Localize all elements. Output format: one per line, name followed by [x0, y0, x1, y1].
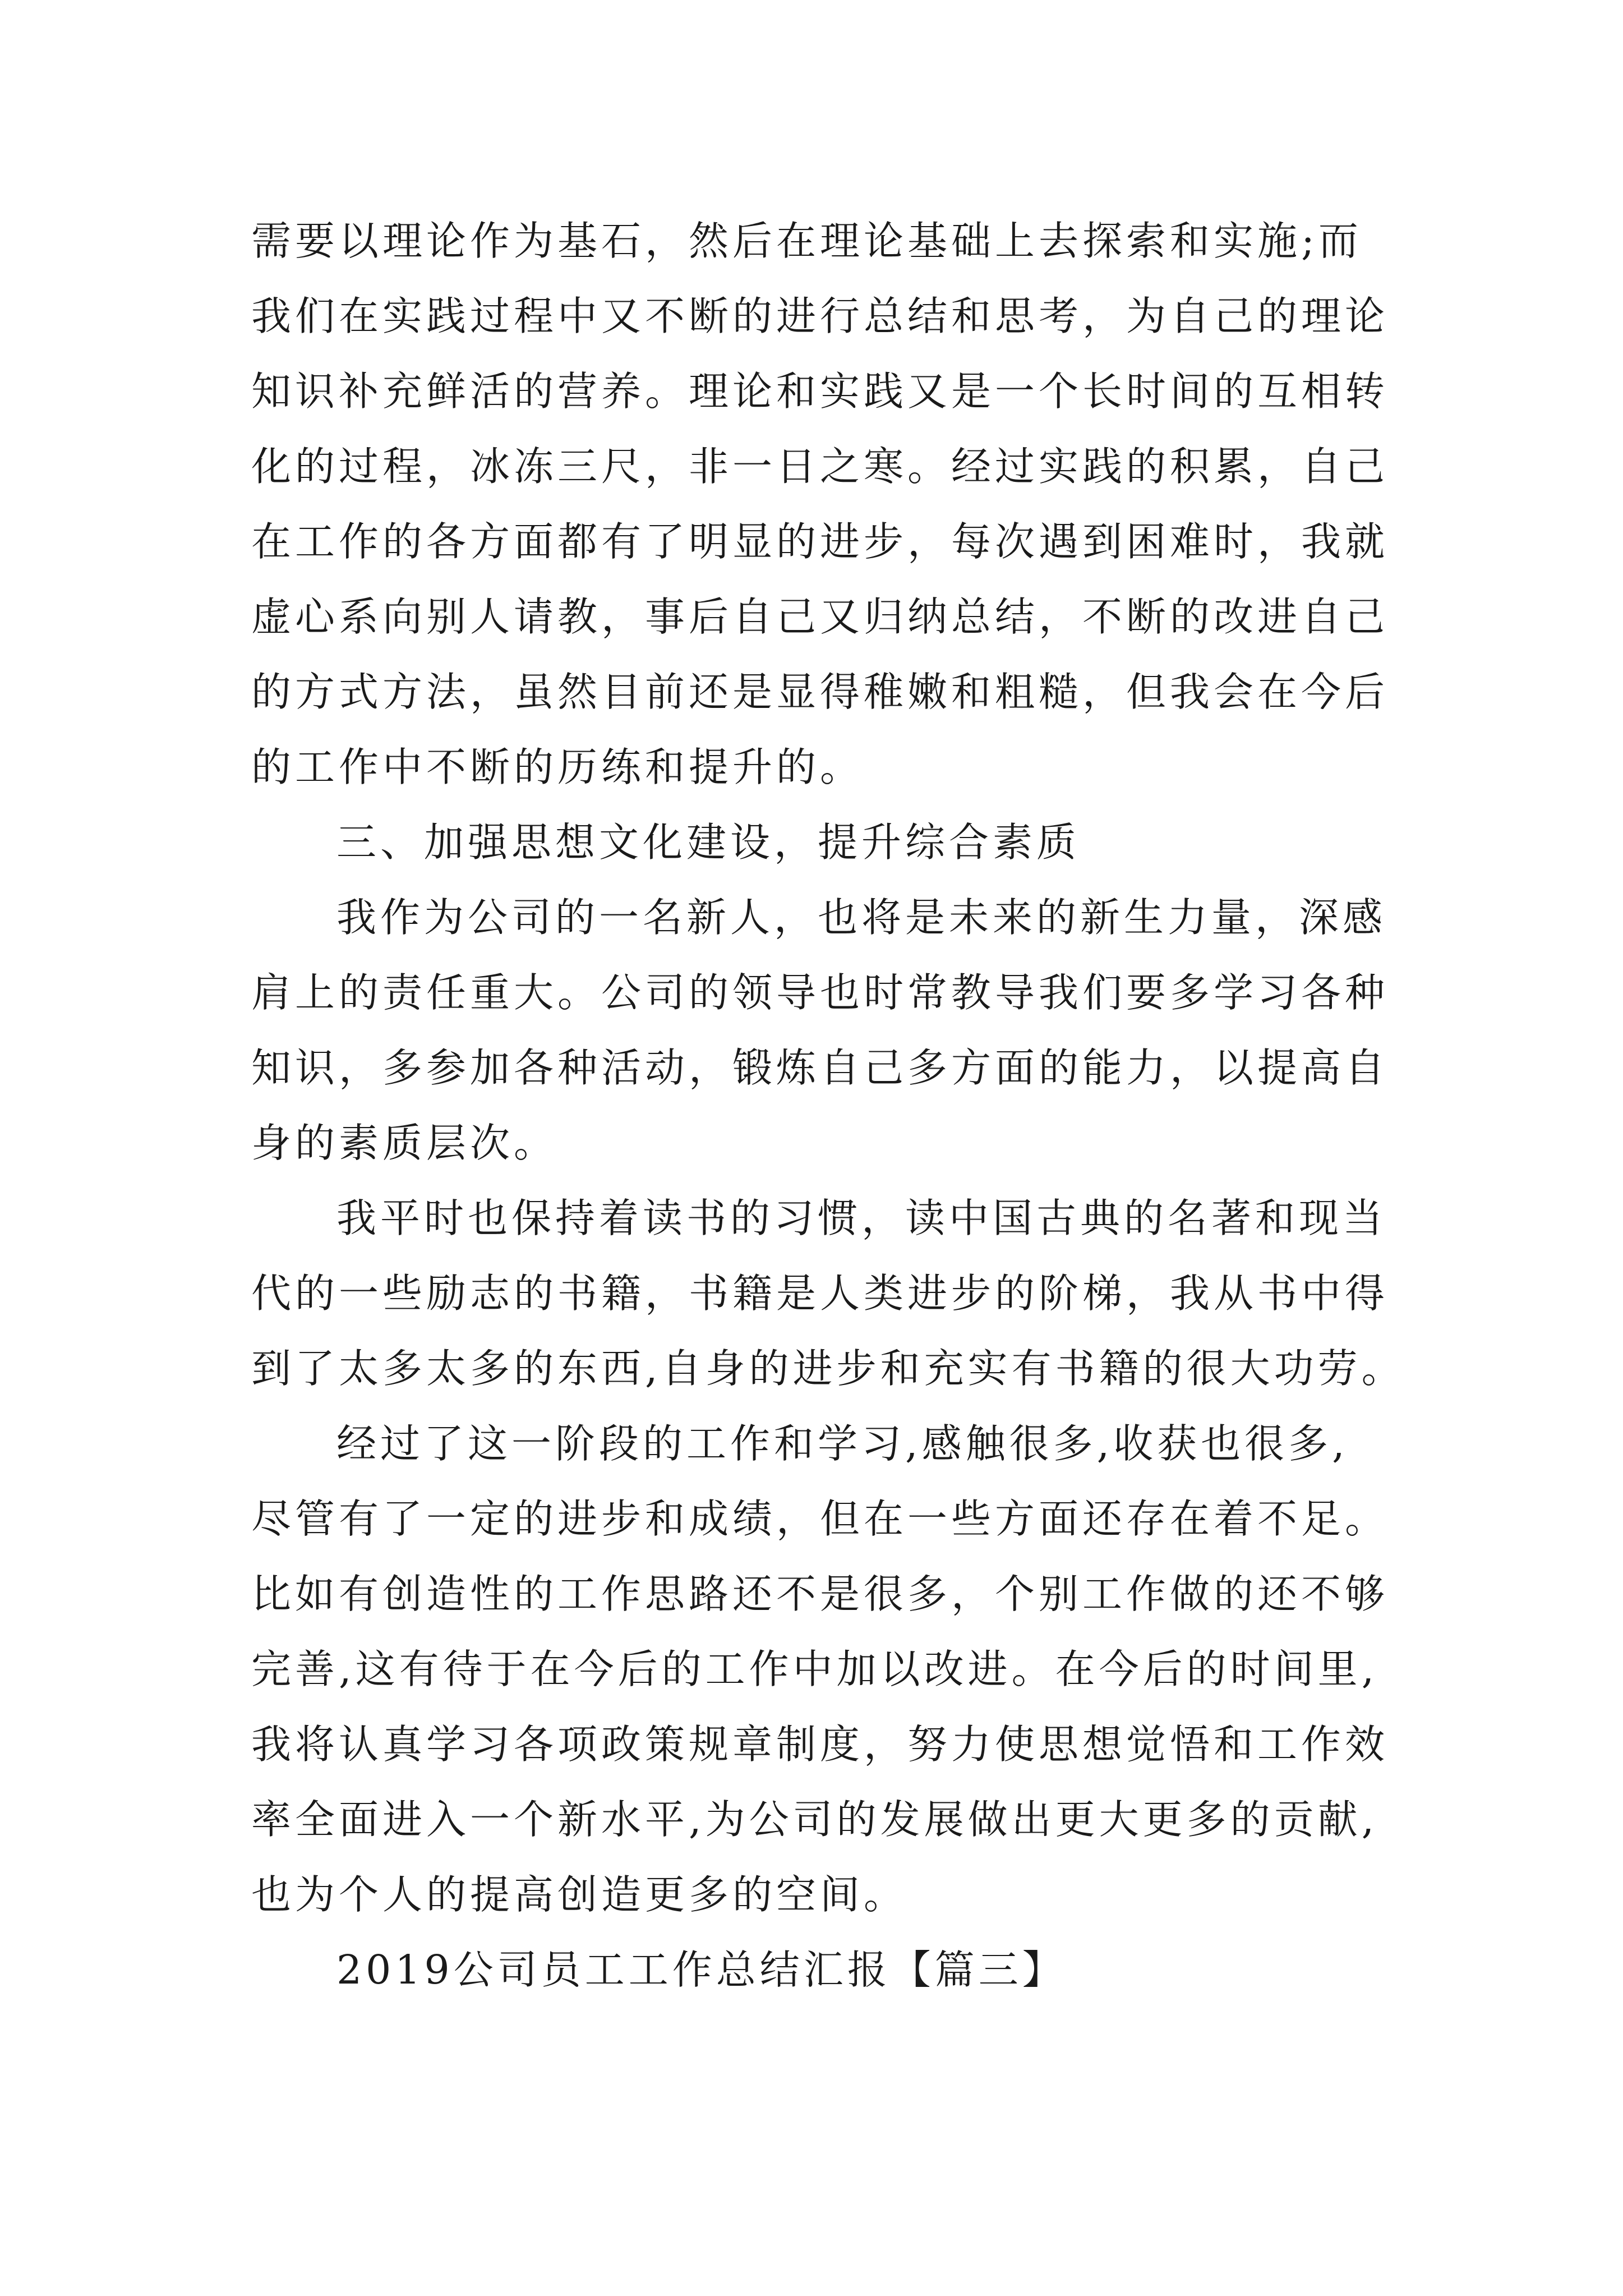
article-title: 2019公司员工工作总结汇报【篇三】 — [336, 1947, 1066, 1993]
body-line: 我作为公司的一名新人，也将是未来的新生力量，深感 — [336, 894, 1387, 941]
body-line: 我将认真学习各项政策规章制度，努力使思想觉悟和工作效 — [251, 1721, 1389, 1768]
body-line: 肩上的责任重大。公司的领导也时常教导我们要多学习各种 — [251, 969, 1389, 1016]
body-line: 也为个人的提高创造更多的空间。 — [251, 1871, 908, 1918]
body-line: 知识补充鲜活的营养。理论和实践又是一个长时间的互相转 — [251, 368, 1389, 415]
body-line: 在工作的各方面都有了明显的进步，每次遇到困难时，我就 — [251, 518, 1389, 565]
body-line: 身的素质层次。 — [251, 1120, 558, 1166]
body-line: 化的过程，冰冻三尺，非一日之寒。经过实践的积累，自己 — [251, 443, 1389, 490]
body-line: 知识，多参加各种活动，锻炼自己多方面的能力，以提高自 — [251, 1045, 1389, 1091]
body-line: 到了太多太多的东西,自身的进步和充实有书籍的很大功劳。 — [251, 1345, 1405, 1392]
body-line: 经过了这一阶段的工作和学习,感触很多,收获也很多, — [336, 1420, 1349, 1467]
body-line: 的工作中不断的历练和提升的。 — [251, 744, 864, 790]
body-line: 完善,这有待于在今后的工作中加以改进。在今后的时间里, — [251, 1646, 1378, 1692]
body-line: 我平时也保持着读书的习惯，读中国古典的名著和现当 — [336, 1195, 1387, 1241]
body-line: 虚心系向别人请教，事后自己又归纳总结，不断的改进自己 — [251, 593, 1389, 640]
body-line: 需要以理论作为基石，然后在理论基础上去探索和实施;而 — [251, 218, 1362, 264]
body-line: 率全面进入一个新水平,为公司的发展做出更大更多的贡献, — [251, 1796, 1378, 1843]
body-line: 尽管有了一定的进步和成绩，但在一些方面还存在着不足。 — [251, 1496, 1389, 1542]
section-heading: 三、加强思想文化建设，提升综合素质 — [336, 819, 1081, 866]
body-line: 代的一些励志的书籍，书籍是人类进步的阶梯，我从书中得 — [251, 1270, 1389, 1317]
body-line: 的方式方法，虽然目前还是显得稚嫩和粗糙，但我会在今后 — [251, 669, 1389, 715]
body-line: 比如有创造性的工作思路还不是很多，个别工作做的还不够 — [251, 1571, 1389, 1617]
body-line: 我们在实践过程中又不断的进行总结和思考，为自己的理论 — [251, 293, 1389, 339]
